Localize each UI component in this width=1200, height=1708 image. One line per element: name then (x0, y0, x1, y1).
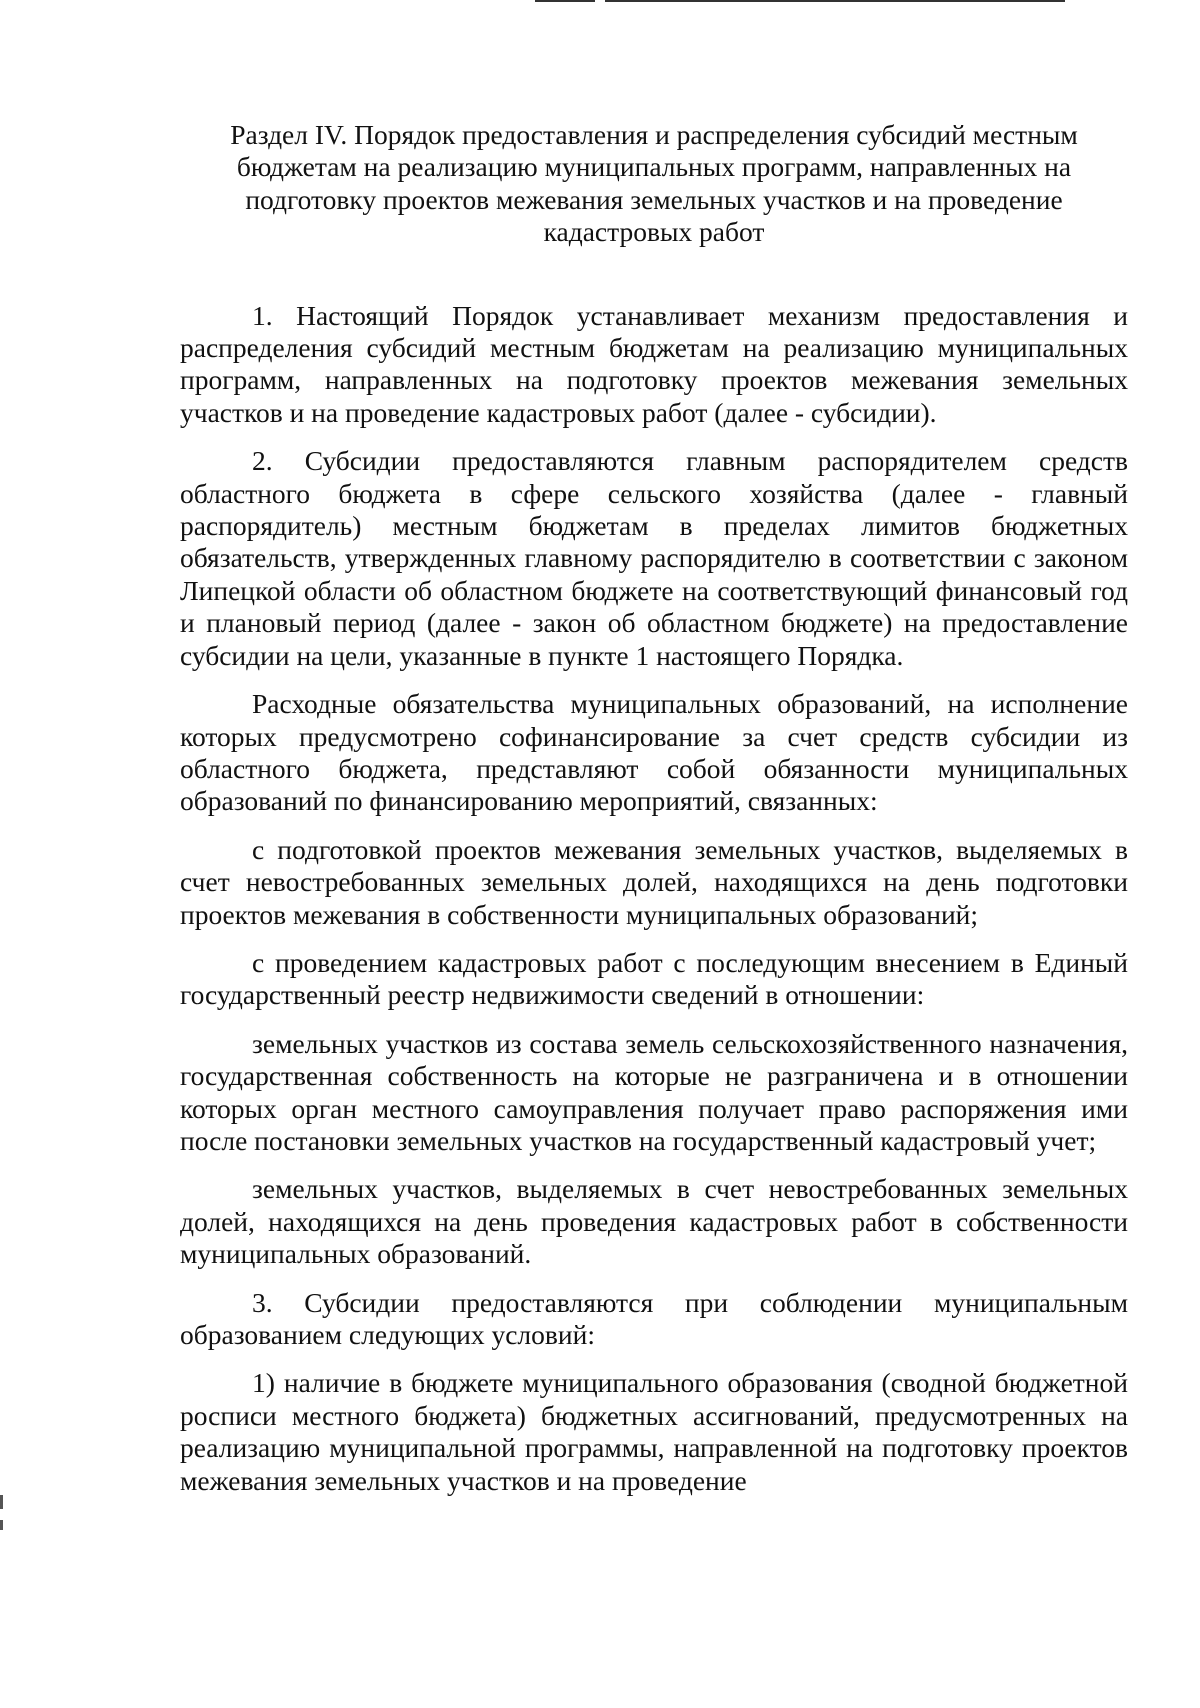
paragraph-2: 2. Субсидии предоставляются главным распорядителем средств областного бюджета в сфере сельского хозяйства (далее - главный распорядитель) местным бюджетам в пределах лимитов бюджетных обязательств, утвержденных главному распорядителю в соответствии с законом Липецкой области об областном бюджете на соответствующий финансовый год и плановый период (далее - закон об областном бюджете) на предоставление субсидии на цели, указанные в пункте 1 настоящего Порядка. (180, 445, 1128, 671)
scan-edge-line (605, 0, 1065, 2)
paragraph-unclaimed-shares: земельных участков, выделяемых в счет невостребованных земельных долей, находящихся на день проведения кадастровых работ в собственности муниципальных образований. (180, 1173, 1128, 1270)
paragraph-expenditure-obligations: Расходные обязательства муниципальных образований, на исполнение которых предусмотрено софинансирование за счет средств субсидии из областного бюджета, представляют собой обязанности муниципальных образований по финансированию мероприятий, связанных: (180, 688, 1128, 817)
paragraph-condition-1: 1) наличие в бюджете муниципального образования (сводной бюджетной росписи местного бюджета) бюджетных ассигнований, предусмотренных на реализацию муниципальной программы, направленной на подготовку проектов межевания земельных участков и на проведение (180, 1367, 1128, 1496)
paragraph-land-survey-projects: с подготовкой проектов межевания земельных участков, выделяемых в счет невостребованных земельных долей, находящихся на день подготовки проектов межевания в собственности муниципальных образований; (180, 833, 1128, 930)
paragraph-1: 1. Настоящий Порядок устанавливает механизм предоставления и распределения субсидий местным бюджетам на реализацию муниципальных программ, направленных на подготовку проектов межевания земельных участков и на проведение кадастровых работ (далее - субсидии). (180, 299, 1128, 428)
paragraph-cadastral-works: с проведением кадастровых работ с последующим внесением в Единый государственный реестр недвижимости сведений в отношении: (180, 946, 1128, 1011)
section-heading: Раздел IV. Порядок предоставления и распределения субсидий местным бюджетам на реализацию муниципальных программ, направленных на подготовку проектов межевания земельных участков и на проведение кадастровых работ (230, 119, 1078, 248)
document-body (180, 119, 1128, 1497)
scan-artifact (0, 1495, 3, 1509)
scan-edge-line (535, 0, 595, 2)
paragraph-3: 3. Субсидии предоставляются при соблюдении муниципальным образованием следующих условий: (180, 1286, 1128, 1350)
paragraph-agricultural-land: земельных участков из состава земель сельскохозяйственного назначения, государственная собственность на которые не разграничена и в отношении которых орган местного самоуправления получает право распоряжения ими после постановки земельных участков на государственный кадастровый учет; (180, 1027, 1128, 1156)
scan-artifact (0, 1520, 3, 1530)
